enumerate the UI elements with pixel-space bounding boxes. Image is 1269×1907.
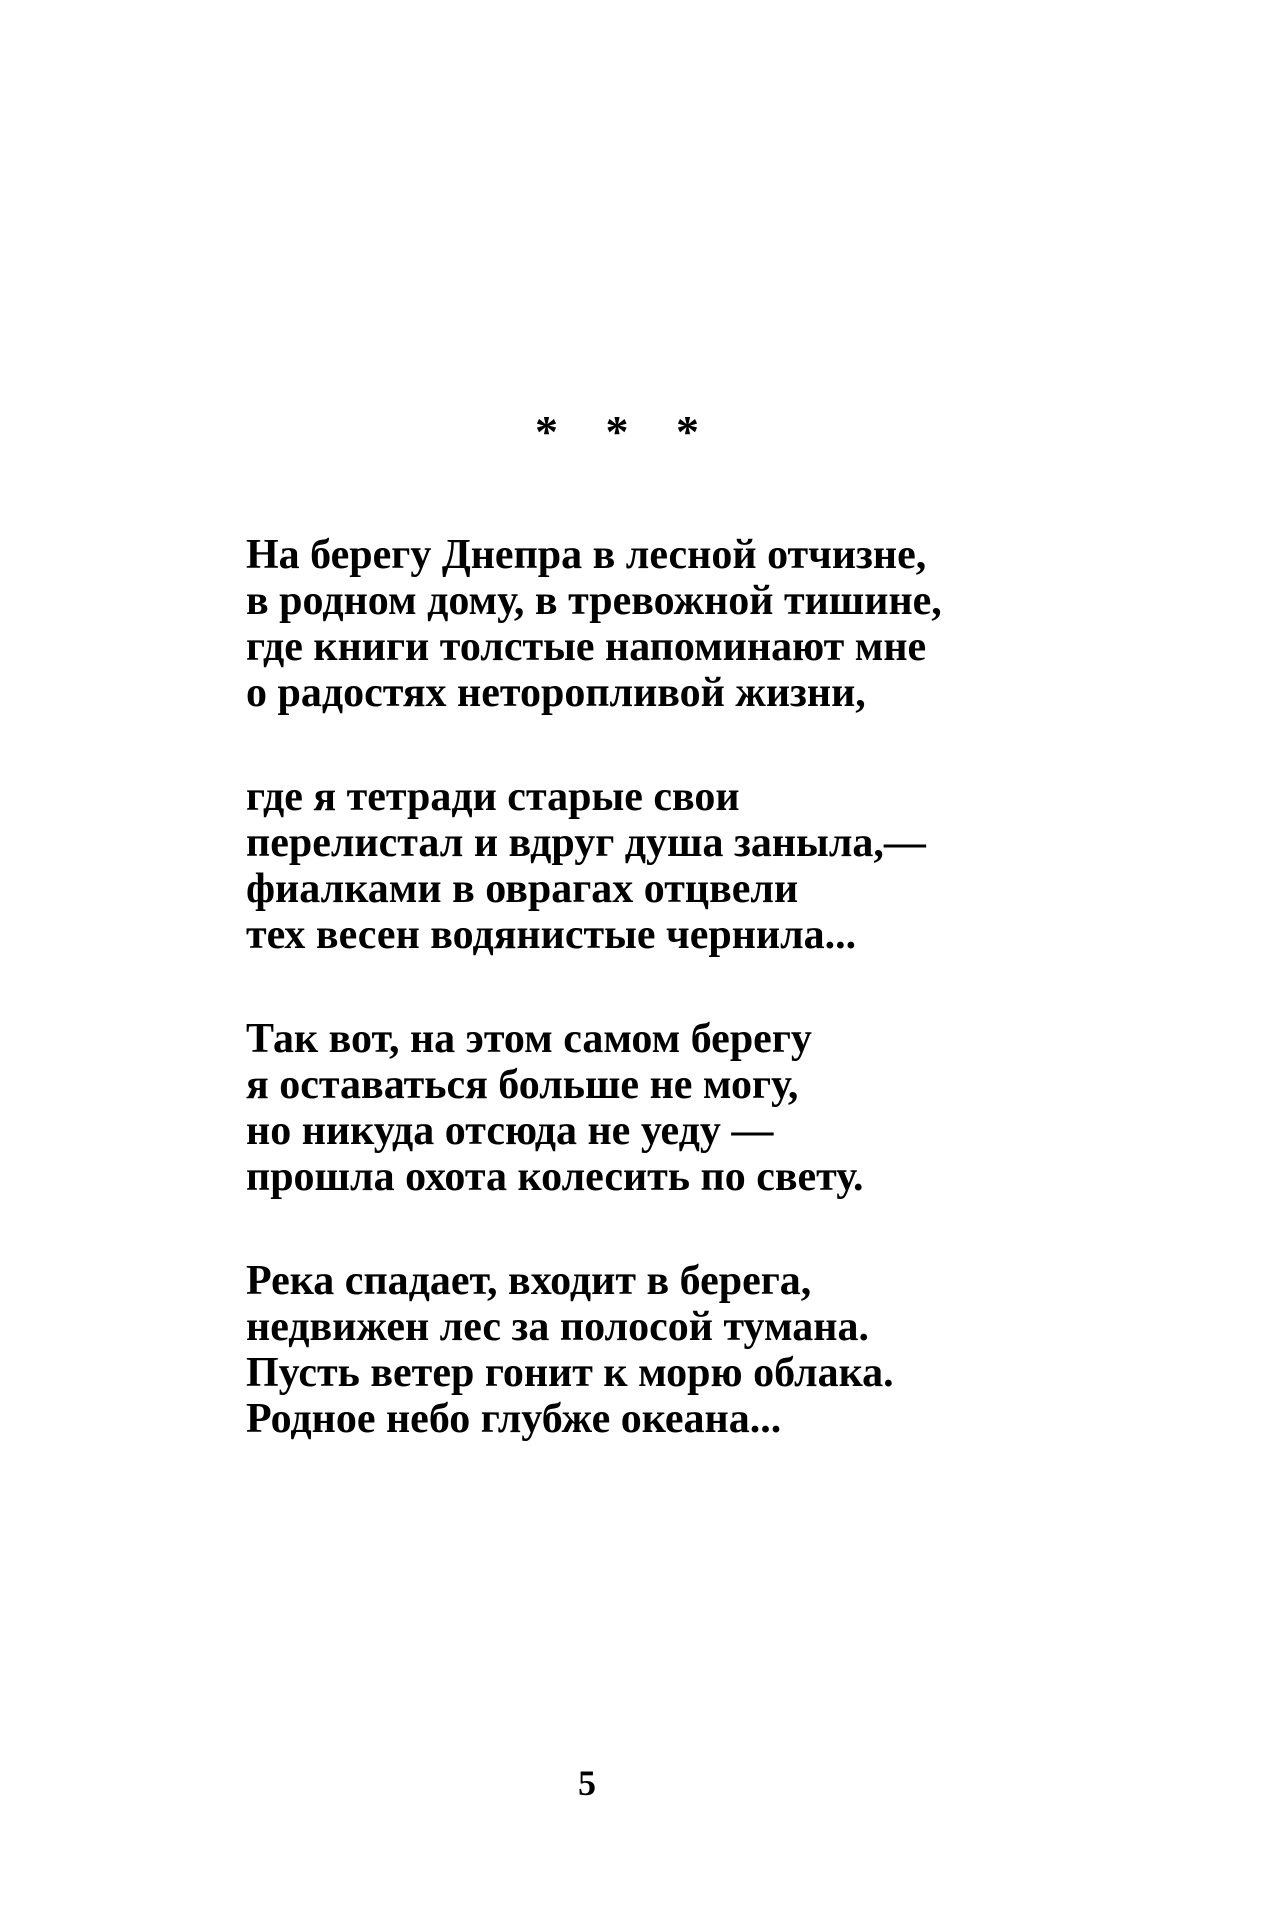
poem-line: где книги толстые напоминают мне bbox=[246, 624, 927, 670]
poem-line: о радостях неторопливой жизни, bbox=[246, 670, 866, 716]
poem-line: На берегу Днепра в лесной отчизне, bbox=[246, 532, 927, 578]
poem-line: тех весен водянистые чернила... bbox=[246, 912, 857, 958]
stanza bbox=[246, 532, 942, 716]
poem-line: Родное небо глубже океана... bbox=[246, 1396, 782, 1442]
poem-line: недвижен лес за полосой тумана. bbox=[246, 1304, 869, 1350]
poem-line: где я тетради старые свои bbox=[246, 774, 740, 820]
poem-line: фиалками в оврагах отцвели bbox=[246, 866, 799, 912]
stanza bbox=[246, 1016, 942, 1200]
poem-line: я оставаться больше не могу, bbox=[246, 1062, 799, 1108]
poem-line: прошла охота колесить по свету. bbox=[246, 1154, 864, 1200]
poem-line: Река спадает, входит в берега, bbox=[246, 1258, 812, 1304]
poem-line: Так вот, на этом самом берегу bbox=[246, 1016, 812, 1062]
stanza bbox=[246, 774, 942, 958]
poem-line: в родном дому, в тревожной тишине, bbox=[246, 578, 942, 624]
section-ornament: * * * bbox=[535, 406, 717, 457]
poem-line: но никуда отсюда не уеду — bbox=[246, 1108, 774, 1154]
page-number: 5 bbox=[578, 1763, 596, 1803]
stanza bbox=[246, 1258, 942, 1442]
poem-line: Пусть ветер гонит к морю облака. bbox=[246, 1350, 894, 1396]
poem bbox=[246, 532, 942, 1500]
poem-line: перелистал и вдруг душа заныла,— bbox=[246, 820, 926, 866]
